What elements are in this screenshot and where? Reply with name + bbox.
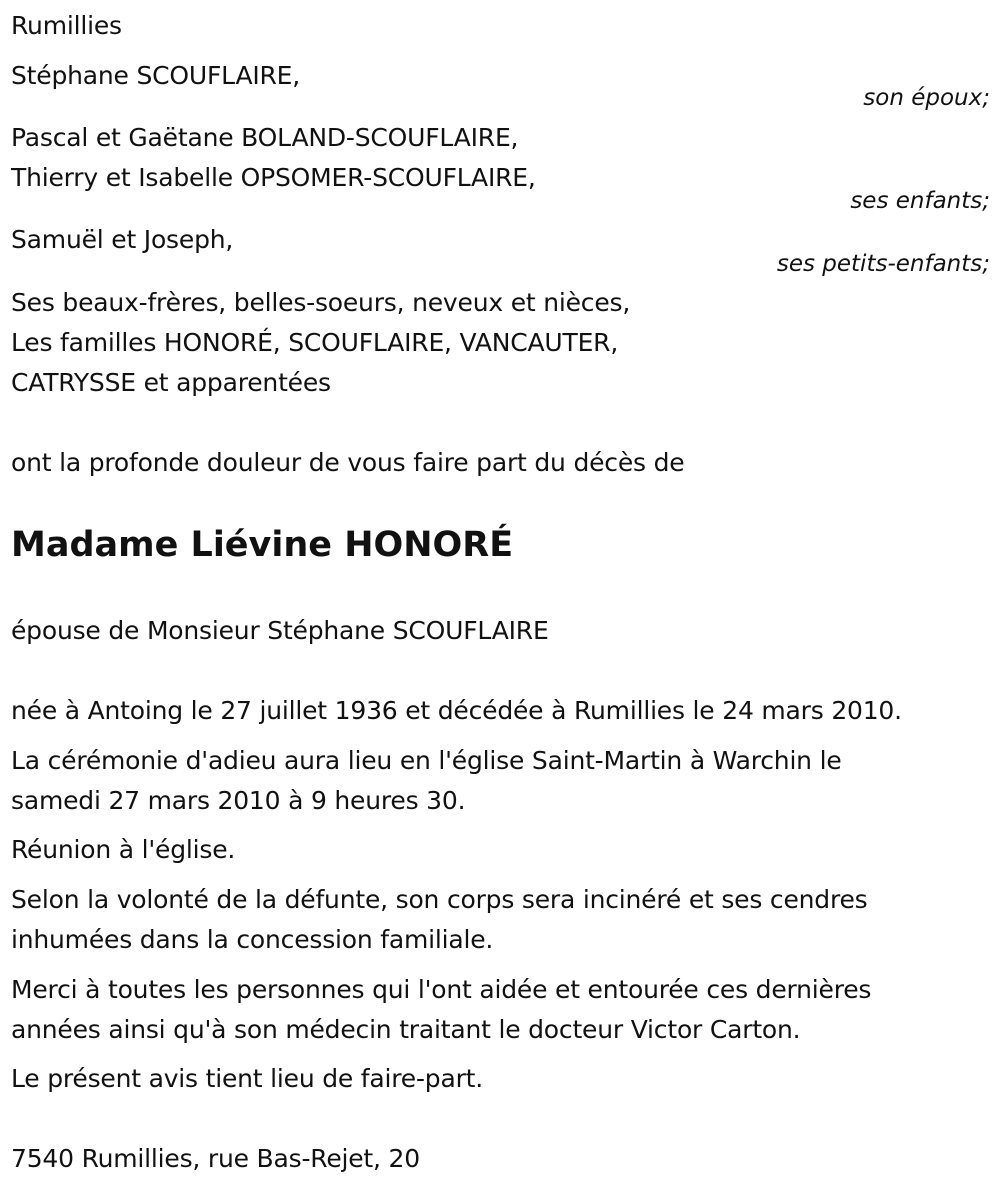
child-line: Thierry et Isabelle OPSOMER-SCOUFLAIRE,	[11, 163, 536, 192]
birth-death-line: née à Antoing le 27 juillet 1936 et décédée à Rumillies le 24 mars 2010.	[11, 696, 902, 725]
spouse-name: Stéphane SCOUFLAIRE,	[11, 61, 301, 90]
ceremony-line: samedi 27 mars 2010 à 9 heures 30.	[11, 786, 466, 815]
notice-line: Le présent avis tient lieu de faire-part.	[11, 1064, 484, 1093]
announcement-text: ont la profonde douleur de vous faire part du décès de	[11, 448, 685, 477]
child-line: Pascal et Gaëtane BOLAND-SCOUFLAIRE,	[11, 123, 519, 152]
spouse-line: épouse de Monsieur Stéphane SCOUFLAIRE	[11, 616, 549, 645]
wishes-line: inhumées dans la concession familiale.	[11, 925, 494, 954]
meeting-line: Réunion à l'église.	[11, 835, 236, 864]
thanks-line: Merci à toutes les personnes qui l'ont aidée et entourée ces dernières	[11, 975, 872, 1004]
relatives-line: Ses beaux-frères, belles-soeurs, neveux et nièces,	[11, 288, 631, 317]
address-line: 7540 Rumillies, rue Bas-Rejet, 20	[11, 1144, 420, 1173]
location-header: Rumillies	[11, 11, 122, 40]
ceremony-line: La cérémonie d'adieu aura lieu en l'église Saint-Martin à Warchin le	[11, 746, 842, 775]
grandchildren-names: Samuël et Joseph,	[11, 225, 234, 254]
thanks-line: années ainsi qu'à son médecin traitant le docteur Victor Carton.	[11, 1015, 801, 1044]
spouse-role: son époux;	[863, 85, 990, 111]
children-role: ses enfants;	[850, 188, 990, 214]
wishes-line: Selon la volonté de la défunte, son corps sera incinéré et ses cendres	[11, 885, 868, 914]
grandchildren-role: ses petits-enfants;	[776, 251, 990, 277]
deceased-name: Madame Liévine HONORÉ	[11, 525, 514, 565]
relatives-line: CATRYSSE et apparentées	[11, 368, 331, 397]
relatives-line: Les familles HONORÉ, SCOUFLAIRE, VANCAUTER,	[11, 328, 619, 357]
